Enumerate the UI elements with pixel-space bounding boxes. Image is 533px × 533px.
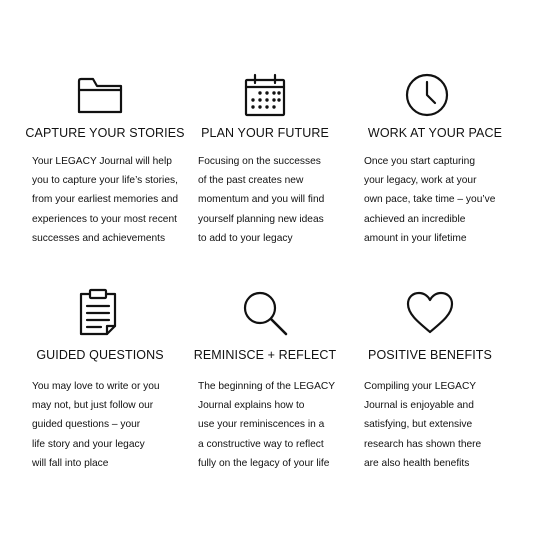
description-line: Focusing on the successes [198, 156, 321, 167]
description-line: your legacy, work at your [364, 175, 477, 187]
description-line: achieved an incredible [364, 213, 466, 225]
folder-icon [15, 70, 185, 120]
description-line: Journal is enjoyable and [364, 400, 474, 412]
description-line: use your reminiscences in a [198, 419, 325, 431]
feature-title-reminisce: REMINISCE + REFLECT [193, 348, 337, 362]
heart-icon [345, 288, 515, 338]
description-line: Your LEGACY Journal will help [32, 156, 172, 167]
clock-icon [342, 70, 512, 120]
feature-title-plan: PLAN YOUR FUTURE [201, 126, 329, 140]
calendar-icon [180, 70, 350, 120]
description-line: amount in your lifetime [364, 232, 467, 244]
description-line: may not, but just follow our [32, 400, 154, 412]
feature-description-pace [364, 152, 533, 248]
magnifier-icon [180, 288, 350, 338]
feature-description-benefits [364, 377, 533, 473]
description-line: You may love to write or you [32, 381, 160, 392]
description-line: Journal explains how to [198, 400, 305, 412]
feature-title-pace: WORK AT YOUR PACE [367, 126, 503, 140]
description-line: are also health benefits [364, 457, 470, 469]
description-line: fully on the legacy of your life [198, 457, 330, 469]
description-line: research has shown there [364, 438, 482, 450]
description-line: of the past creates new [198, 175, 304, 187]
description-line: Compiling your LEGACY [364, 381, 477, 392]
description-line: a constructive way to reflect [198, 438, 324, 450]
description-line: to add to your legacy [198, 232, 293, 244]
description-line: satisfying, but extensive [364, 419, 473, 431]
feature-title-benefits: POSITIVE BENEFITS [368, 348, 492, 362]
description-line: life story and your legacy [32, 438, 145, 450]
feature-description-capture [32, 152, 212, 248]
feature-description-reminisce [198, 377, 378, 473]
description-line: will fall into place [32, 457, 109, 469]
description-line: from your earliest memories and [32, 194, 179, 206]
clipboard-icon [13, 288, 183, 338]
description-line: momentum and you will find [198, 194, 325, 206]
description-line: successes and achievements [32, 232, 166, 244]
description-line: you to capture your life’s stories, [32, 175, 178, 187]
description-line: experiences to your most recent [32, 213, 177, 225]
feature-description-guided [32, 377, 212, 473]
description-line: The beginning of the LEGACY [198, 381, 336, 392]
feature-description-plan [198, 152, 378, 248]
description-line: yourself planning new ideas [198, 213, 324, 225]
description-line: own pace, take time – you’ve [364, 194, 496, 206]
description-line: Once you start capturing [364, 156, 475, 167]
feature-title-capture: CAPTURE YOUR STORIES [25, 126, 185, 140]
feature-title-guided: GUIDED QUESTIONS [36, 348, 164, 362]
description-line: guided questions – your [32, 419, 141, 431]
